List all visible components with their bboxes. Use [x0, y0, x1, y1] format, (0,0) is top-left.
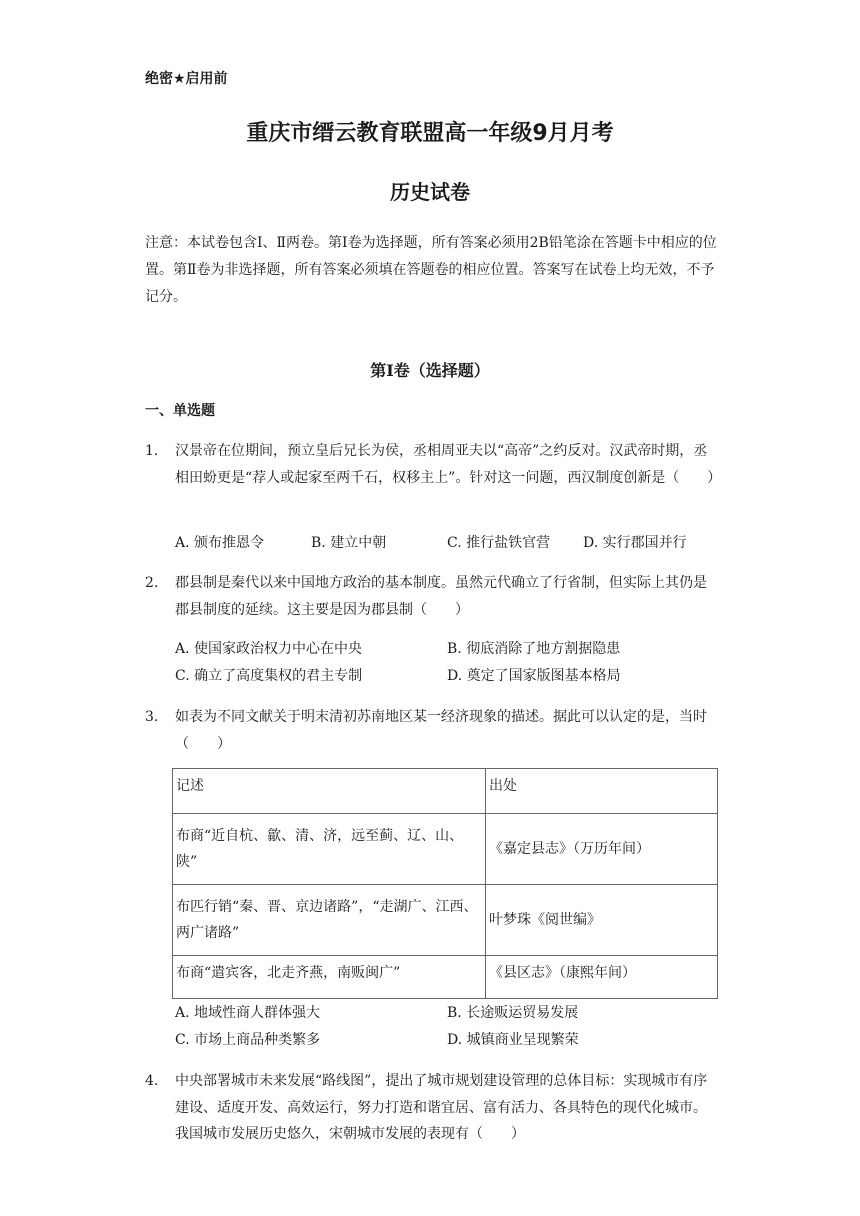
question-stem: 郡县制是秦代以来中国地方政治的基本制度。虽然元代确立了行省制，但实际上其仍是郡县制度的延续。这主要是因为郡县制（ ） — [175, 575, 707, 618]
option-b: B. 长途贩运贸易发展 — [447, 1005, 579, 1021]
section-title: 一、单选题 — [145, 403, 215, 419]
option-c: C. 推行盐铁官营 — [447, 535, 551, 551]
table-cell: 《县区志》（康熙年间） — [486, 956, 718, 999]
exam-subtitle: 历史试卷 — [390, 180, 470, 204]
option-b: B. 建立中朝 — [311, 535, 387, 551]
option-b: B. 彻底消除了地方割据隐患 — [447, 641, 621, 657]
question-2 — [145, 570, 720, 623]
question-1 — [145, 438, 720, 491]
table-cell: 《嘉定县志》（万历年间） — [486, 814, 718, 885]
option-c: C. 确立了高度集权的君主专制 — [175, 667, 363, 684]
option-c: C. 市场上商品种类繁多 — [175, 1031, 321, 1048]
question-3 — [145, 704, 720, 757]
question-stem: 汉景帝在位期间，预立皇后兄长为侯，丞相周亚夫以“高帝”之约反对。汉武帝时期，丞相田蚡更是“荐人或起家至两千石，权移主上”。针对这一问题，西汉制度创新是（ ） — [175, 443, 722, 486]
option-d: D. 城镇商业呈现繁荣 — [447, 1031, 579, 1048]
question-number: 1. — [145, 443, 159, 459]
question-1-options — [175, 530, 735, 557]
option-a: A. 地域性商人群体强大 — [175, 1005, 321, 1021]
table-header-cell: 记述 — [173, 769, 486, 814]
table-header-cell: 出处 — [486, 769, 718, 814]
question-3-options — [175, 1000, 735, 1053]
table-cell: 布商“遣宾客，北走齐燕，南贩闽广” — [173, 956, 486, 999]
exam-notice: 注意：本试卷包含Ⅰ、Ⅱ两卷。第Ⅰ卷为选择题，所有答案必须用2B铅笔涂在答题卡中相应的位置。第Ⅱ卷为非选择题，所有答案必须填在答题卷的相应位置。答案写在试卷上均无效，不予记分。 — [145, 235, 717, 305]
table-header-row — [173, 769, 718, 814]
table-row — [173, 885, 718, 956]
question-stem: 中央部署城市未来发展“路线图”，提出了城市规划建设管理的总体目标：实现城市有序建设、适度开发、高效运行，努力打造和谐宜居、富有活力、各具特色的现代化城市。我国城市发展历史悠久，宋朝城市发展的表现有（ ） — [175, 1073, 708, 1142]
table-cell: 布商“近自杭、歙、清、济，远至蓟、辽、山、陕” — [173, 814, 486, 885]
question-2-options — [175, 636, 735, 689]
table-row — [173, 956, 718, 999]
option-a: A. 颁布推恩令 — [175, 535, 265, 551]
source-table — [172, 768, 718, 999]
question-number: 2. — [145, 575, 159, 591]
exam-title: 重庆市缙云教育联盟高一年级9月月考 — [246, 121, 614, 146]
table-cell: 叶梦珠《阅世编》 — [486, 885, 718, 956]
part-title: 第Ⅰ卷（选择题） — [370, 361, 490, 380]
question-number: 3. — [145, 709, 159, 725]
option-d: D. 实行郡国并行 — [583, 535, 687, 551]
option-a: A. 使国家政治权力中心在中央 — [175, 641, 363, 657]
question-4 — [145, 1068, 720, 1148]
option-d: D. 奠定了国家版图基本格局 — [447, 667, 621, 684]
table-cell: 布匹行销“秦、晋、京边诸路”，“走湖广、江西、两广诸路” — [173, 885, 486, 956]
confidential-label: 绝密★启用前 — [145, 71, 228, 87]
table-row — [173, 814, 718, 885]
question-number: 4. — [145, 1073, 159, 1089]
question-stem: 如表为不同文献关于明末清初苏南地区某一经济现象的描述。据此可以认定的是，当时（ ） — [175, 709, 707, 752]
